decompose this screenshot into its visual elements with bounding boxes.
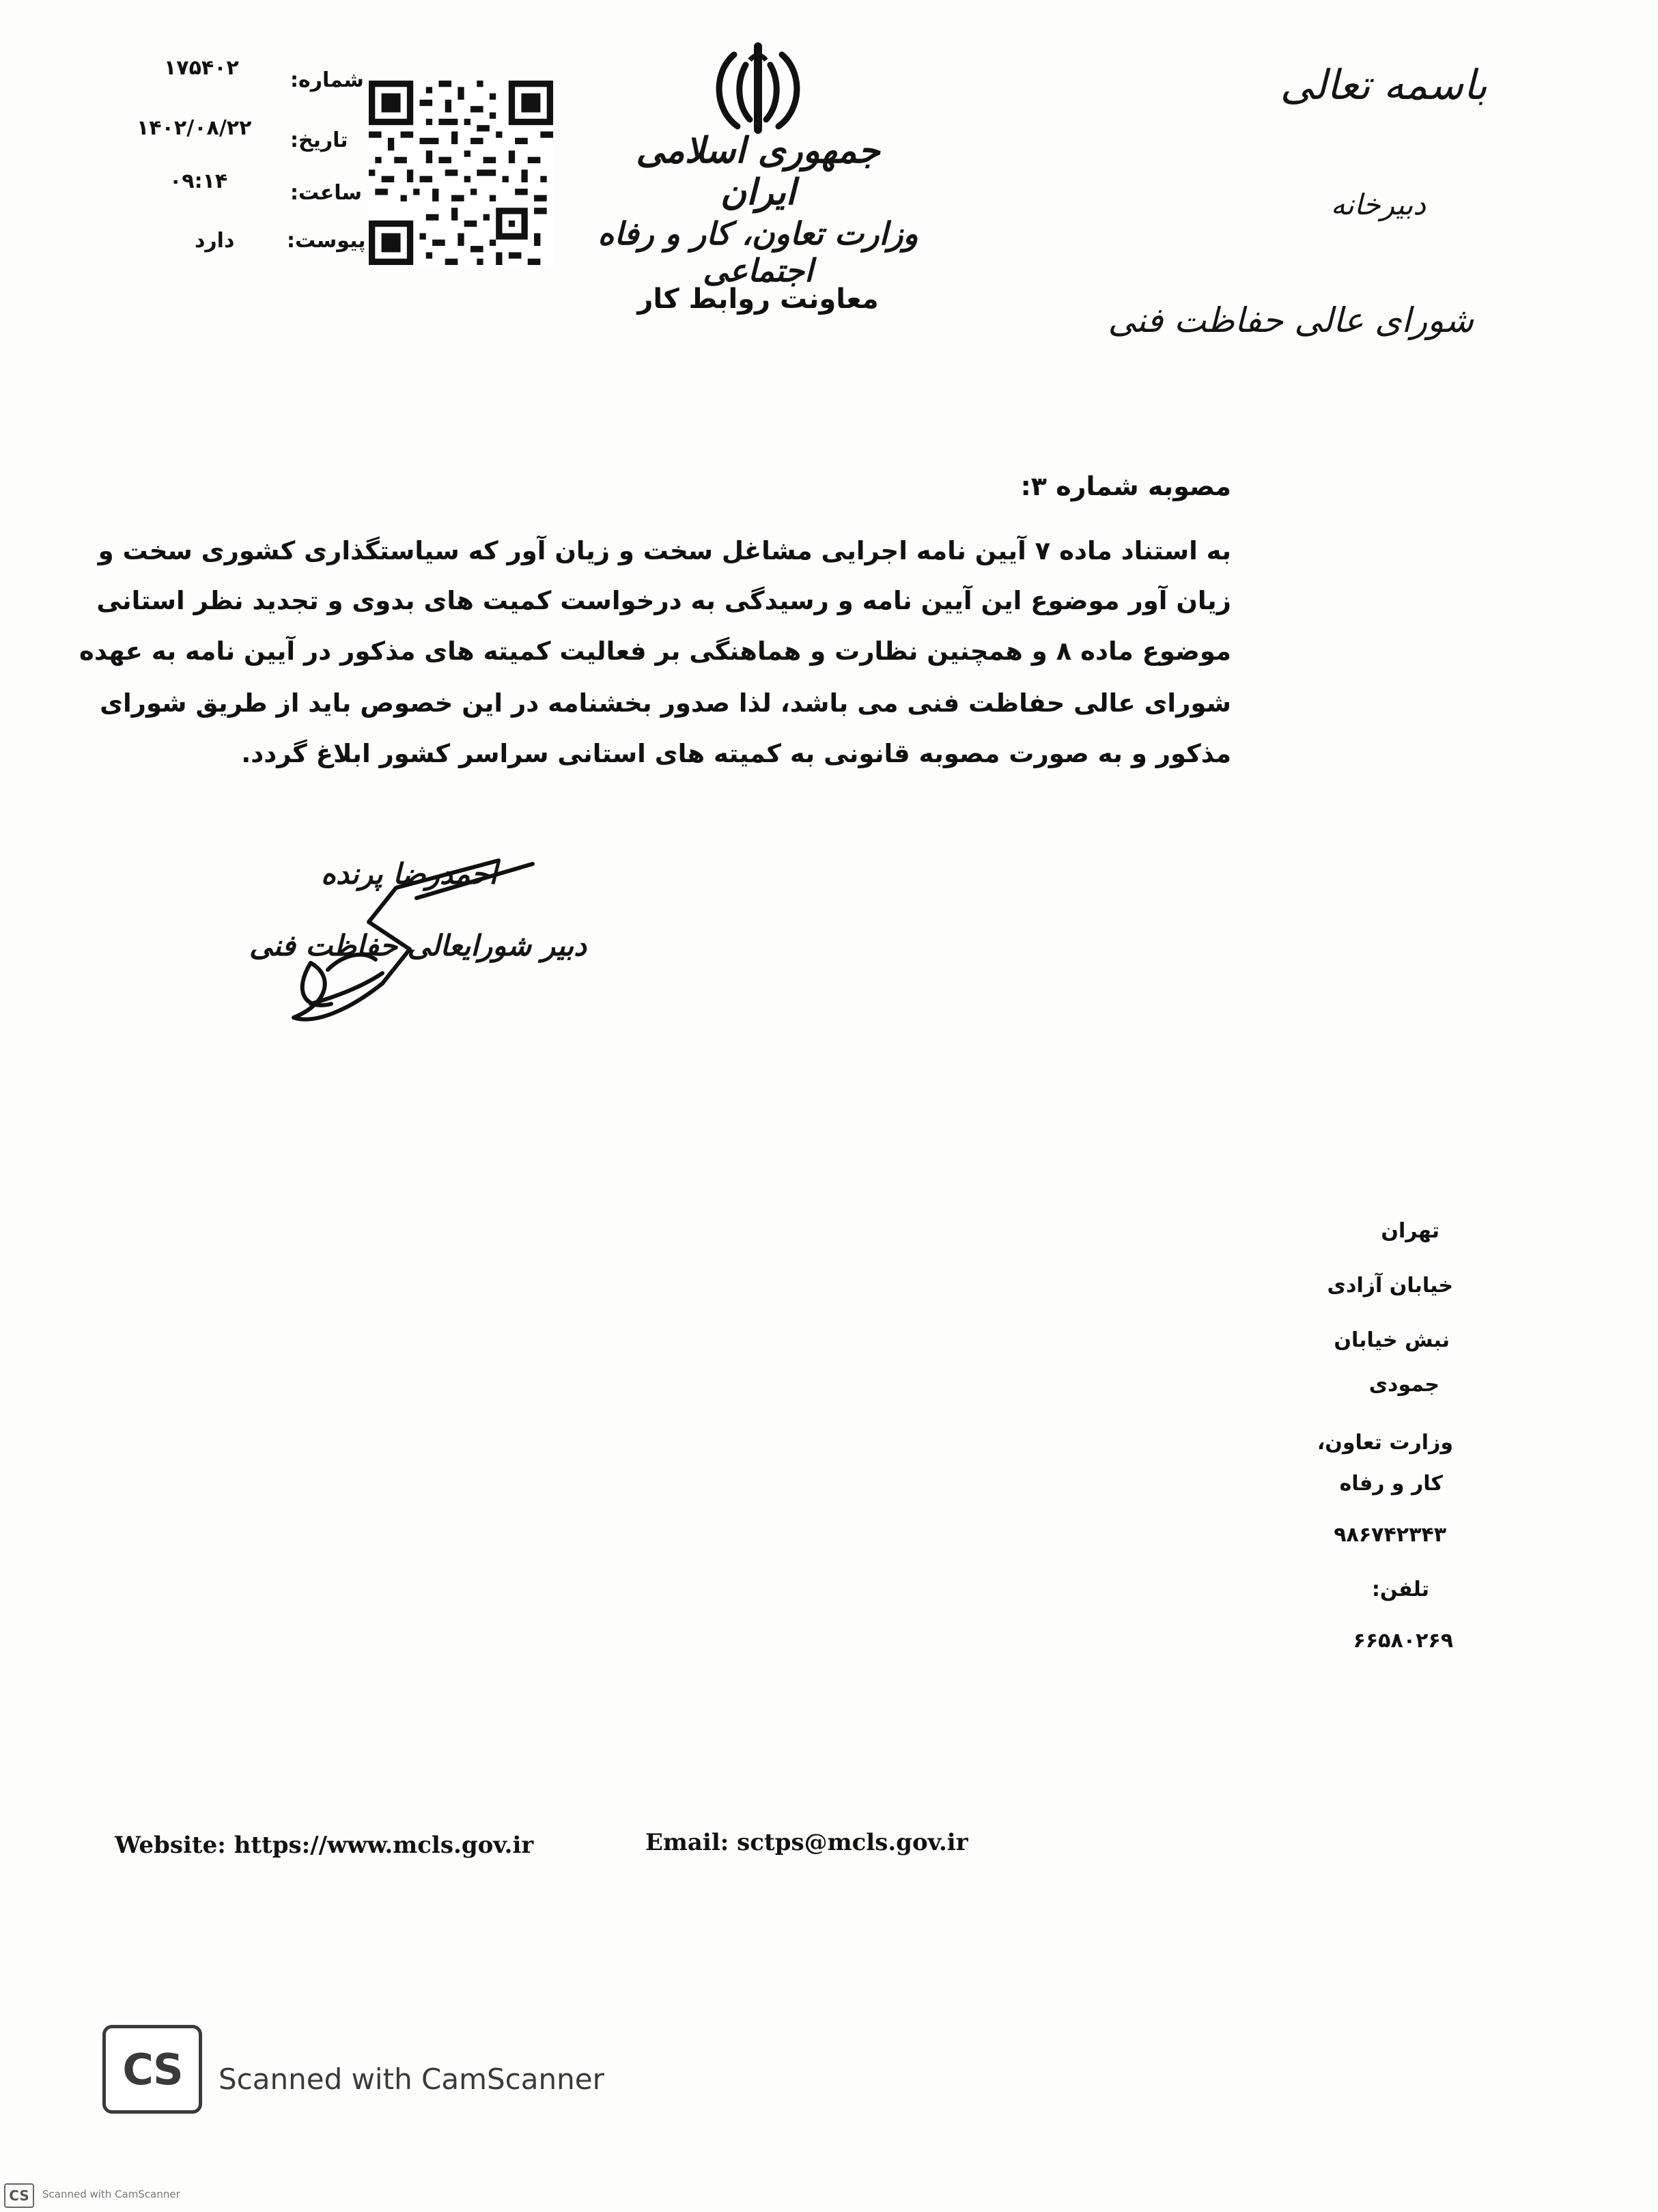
- date-label: تاریخ:: [290, 128, 348, 152]
- address-line: جمودی: [1368, 1373, 1439, 1397]
- address-line: خیابان آزادی: [1327, 1274, 1453, 1298]
- camscanner-mini-logo: CS: [4, 2183, 34, 2208]
- qr-code-icon: [369, 81, 553, 265]
- time-value: ۰۹:۱۴: [169, 169, 228, 193]
- iran-emblem-icon: [697, 41, 819, 143]
- address-line: وزارت تعاون،: [1317, 1431, 1453, 1455]
- ministry-name: وزارت تعاون، کار و رفاه اجتماعی: [598, 215, 918, 289]
- address-line: ۶۶۵۸۰۲۶۹: [1353, 1629, 1453, 1653]
- date-value: ۱۴۰۲/۰۸/۲۲: [137, 116, 252, 140]
- address-line: تلفن:: [1371, 1578, 1429, 1601]
- recipient-line2: شورای عالی حفاظت فنی: [1108, 300, 1474, 340]
- department-name: معاونت روابط کار: [637, 283, 879, 315]
- body-line: زیان آور موضوع این آیین نامه و رسیدگی به درخواست کمیت های بدوی و تجدید نظر استانی: [96, 586, 1231, 615]
- attachment-value: دارد: [195, 229, 235, 253]
- camscanner-text: Scanned with CamScanner: [219, 2062, 604, 2096]
- camscanner-logo: CS: [102, 2025, 202, 2114]
- number-label: شماره:: [290, 68, 364, 92]
- time-label: ساعت:: [290, 181, 363, 205]
- camscanner-mini-text: Scanned with CamScanner: [42, 2188, 180, 2200]
- body-line: به استناد ماده ۷ آیین نامه اجرایی مشاغل سخت و زیان آور که سیاستگذاری کشوری سخت و: [98, 536, 1231, 565]
- recipient-line1: دبیرخانه: [1330, 188, 1426, 221]
- address-line: تهران: [1381, 1219, 1439, 1243]
- country-name: جمهوری اسلامی ایران: [636, 130, 880, 213]
- signature-scribble: [246, 847, 574, 1045]
- invocation: باسمه تعالی: [1280, 61, 1487, 109]
- signatory-title: دبیر شورایعالی حفاظت فنی: [249, 929, 587, 962]
- attachment-label: پیوست:: [287, 229, 366, 253]
- footer-website: Website: https://www.mcls.gov.ir: [115, 1832, 534, 1859]
- body-line: مذکور و به صورت مصوبه قانونی به کمیته های استانی سراسر کشور ابلاغ گردد.: [241, 739, 1231, 768]
- address-line: نبش خیابان: [1334, 1328, 1450, 1352]
- body-line: شورای عالی حفاظت فنی می باشد، لذا صدور بخشنامه در این خصوص باید از طریق شورای: [100, 688, 1231, 718]
- body-line: موضوع ماده ۸ و همچنین نظارت و هماهنگی بر فعالیت کمیته های مذکور در آیین نامه به عهده: [79, 636, 1231, 666]
- address-line: کار و رفاه: [1339, 1472, 1443, 1496]
- address-line: ۹۸۶۷۴۲۳۴۳: [1334, 1523, 1446, 1547]
- number-value: ۱۷۵۴۰۲: [164, 56, 239, 80]
- signatory-name: احمدرضا پرنده: [321, 857, 497, 891]
- resolution-heading: مصوبه شماره ۳:: [1020, 471, 1231, 501]
- footer-email: Email: sctps@mcls.gov.ir: [645, 1829, 968, 1856]
